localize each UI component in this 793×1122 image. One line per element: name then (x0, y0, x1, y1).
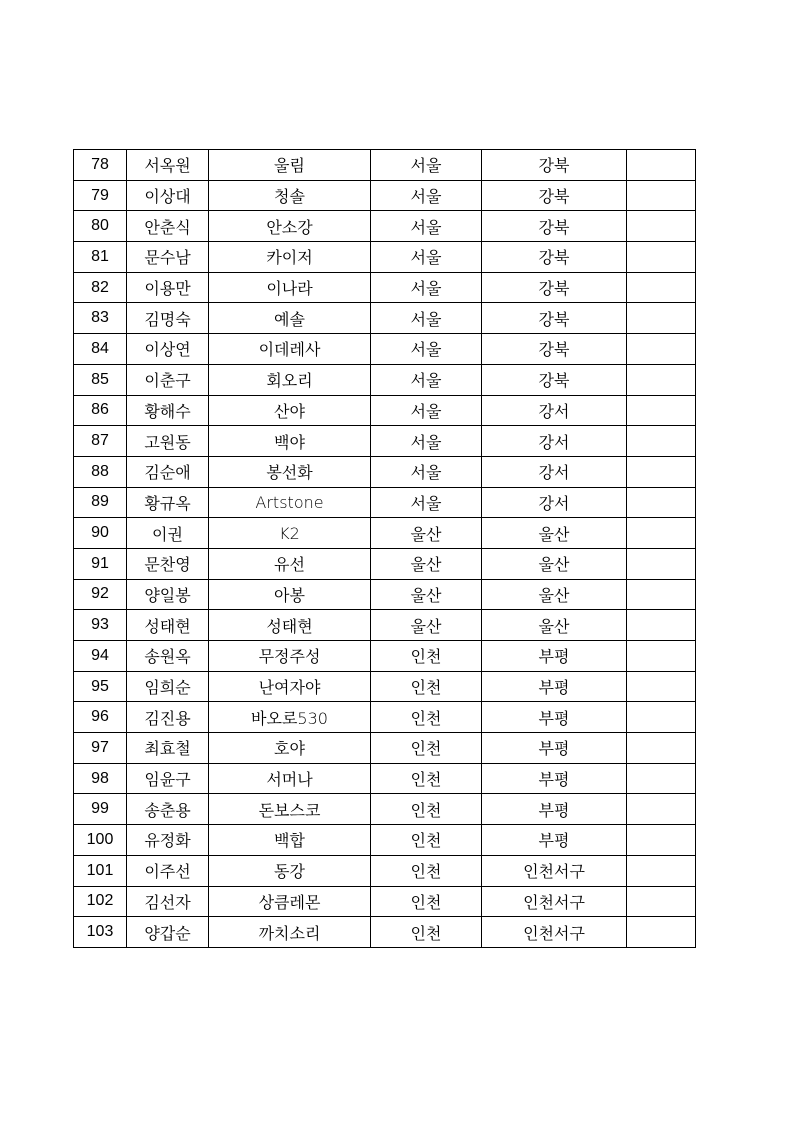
cell-area: 강서 (482, 426, 627, 457)
cell-region: 인천 (371, 733, 482, 764)
cell-club: 예솔 (209, 303, 371, 334)
table-row (74, 211, 696, 242)
cell-number: 101 (74, 855, 127, 886)
cell-name: 김순애 (127, 456, 209, 487)
cell-club: 이나라 (209, 272, 371, 303)
cell-area: 울산 (482, 610, 627, 641)
cell-name: 임희순 (127, 671, 209, 702)
cell-area: 부평 (482, 641, 627, 672)
cell-region: 서울 (371, 303, 482, 334)
cell-region: 서울 (371, 180, 482, 211)
cell-area: 강북 (482, 180, 627, 211)
cell-number: 98 (74, 763, 127, 794)
cell-number: 94 (74, 641, 127, 672)
cell-region: 서울 (371, 364, 482, 395)
cell-name: 이권 (127, 518, 209, 549)
cell-number: 84 (74, 334, 127, 365)
table-row (74, 671, 696, 702)
cell-club: 무정주성 (209, 641, 371, 672)
cell-number: 99 (74, 794, 127, 825)
cell-number: 90 (74, 518, 127, 549)
cell-note (627, 702, 696, 733)
cell-note (627, 395, 696, 426)
cell-name: 양일봉 (127, 579, 209, 610)
cell-area: 강북 (482, 303, 627, 334)
cell-club: 까치소리 (209, 917, 371, 948)
cell-club: 아봉 (209, 579, 371, 610)
cell-note (627, 180, 696, 211)
cell-region: 인천 (371, 794, 482, 825)
cell-number: 102 (74, 886, 127, 917)
cell-area: 강서 (482, 395, 627, 426)
table-row (74, 180, 696, 211)
cell-club: 산야 (209, 395, 371, 426)
table-row (74, 917, 696, 948)
cell-region: 인천 (371, 855, 482, 886)
cell-name: 김명숙 (127, 303, 209, 334)
cell-number: 97 (74, 733, 127, 764)
cell-note (627, 917, 696, 948)
cell-area: 부평 (482, 702, 627, 733)
cell-note (627, 242, 696, 273)
cell-club: 유선 (209, 548, 371, 579)
cell-note (627, 610, 696, 641)
table-row (74, 794, 696, 825)
cell-club: 바오로530 (209, 702, 371, 733)
cell-number: 95 (74, 671, 127, 702)
cell-region: 인천 (371, 886, 482, 917)
cell-number: 89 (74, 487, 127, 518)
cell-club: 상큼레몬 (209, 886, 371, 917)
cell-club: K2 (209, 518, 371, 549)
table-row (74, 272, 696, 303)
cell-area: 부평 (482, 794, 627, 825)
cell-area: 부평 (482, 763, 627, 794)
cell-area: 울산 (482, 548, 627, 579)
cell-note (627, 825, 696, 856)
table-row (74, 610, 696, 641)
table-row (74, 426, 696, 457)
cell-club: 성태현 (209, 610, 371, 641)
cell-region: 울산 (371, 518, 482, 549)
table-row (74, 702, 696, 733)
cell-region: 서울 (371, 334, 482, 365)
cell-region: 울산 (371, 579, 482, 610)
cell-region: 서울 (371, 272, 482, 303)
cell-name: 서옥원 (127, 150, 209, 181)
cell-area: 부평 (482, 733, 627, 764)
cell-number: 80 (74, 211, 127, 242)
cell-area: 인천서구 (482, 917, 627, 948)
table-row (74, 855, 696, 886)
cell-name: 이용만 (127, 272, 209, 303)
cell-note (627, 518, 696, 549)
table-row (74, 395, 696, 426)
table-row (74, 456, 696, 487)
cell-region: 인천 (371, 917, 482, 948)
cell-area: 강북 (482, 334, 627, 365)
cell-number: 88 (74, 456, 127, 487)
cell-note (627, 886, 696, 917)
cell-name: 최효철 (127, 733, 209, 764)
cell-region: 인천 (371, 825, 482, 856)
table-row (74, 579, 696, 610)
cell-area: 강북 (482, 272, 627, 303)
cell-number: 93 (74, 610, 127, 641)
cell-name: 김진용 (127, 702, 209, 733)
roster-body (74, 150, 696, 948)
table-row (74, 548, 696, 579)
cell-region: 서울 (371, 395, 482, 426)
cell-number: 86 (74, 395, 127, 426)
table-row (74, 150, 696, 181)
cell-note (627, 487, 696, 518)
cell-area: 강서 (482, 487, 627, 518)
cell-note (627, 150, 696, 181)
cell-name: 문찬영 (127, 548, 209, 579)
cell-name: 문수남 (127, 242, 209, 273)
cell-note (627, 733, 696, 764)
cell-club: 백야 (209, 426, 371, 457)
cell-number: 81 (74, 242, 127, 273)
cell-area: 강북 (482, 364, 627, 395)
cell-name: 송춘용 (127, 794, 209, 825)
table-row (74, 886, 696, 917)
cell-name: 안춘식 (127, 211, 209, 242)
cell-club: 울림 (209, 150, 371, 181)
cell-club: 이데레사 (209, 334, 371, 365)
cell-name: 성태현 (127, 610, 209, 641)
cell-number: 83 (74, 303, 127, 334)
cell-area: 인천서구 (482, 855, 627, 886)
cell-note (627, 364, 696, 395)
cell-note (627, 641, 696, 672)
cell-region: 울산 (371, 548, 482, 579)
roster-table (73, 149, 696, 948)
cell-number: 100 (74, 825, 127, 856)
cell-note (627, 671, 696, 702)
cell-name: 황규옥 (127, 487, 209, 518)
cell-number: 79 (74, 180, 127, 211)
cell-name: 이주선 (127, 855, 209, 886)
cell-note (627, 303, 696, 334)
table-row (74, 334, 696, 365)
cell-number: 103 (74, 917, 127, 948)
cell-note (627, 548, 696, 579)
cell-club: 청솔 (209, 180, 371, 211)
cell-number: 96 (74, 702, 127, 733)
cell-region: 인천 (371, 671, 482, 702)
table-row (74, 733, 696, 764)
cell-region: 서울 (371, 487, 482, 518)
cell-area: 강북 (482, 211, 627, 242)
cell-region: 서울 (371, 150, 482, 181)
cell-region: 인천 (371, 641, 482, 672)
cell-region: 서울 (371, 211, 482, 242)
cell-number: 92 (74, 579, 127, 610)
cell-club: 백합 (209, 825, 371, 856)
table-row (74, 825, 696, 856)
cell-club: 돈보스코 (209, 794, 371, 825)
cell-area: 부평 (482, 825, 627, 856)
cell-area: 강북 (482, 150, 627, 181)
cell-name: 황해수 (127, 395, 209, 426)
cell-club: 카이저 (209, 242, 371, 273)
cell-number: 91 (74, 548, 127, 579)
cell-note (627, 855, 696, 886)
cell-number: 87 (74, 426, 127, 457)
table-row (74, 364, 696, 395)
cell-club: 안소강 (209, 211, 371, 242)
cell-note (627, 794, 696, 825)
cell-club: 서머나 (209, 763, 371, 794)
table-row (74, 303, 696, 334)
cell-note (627, 211, 696, 242)
cell-number: 82 (74, 272, 127, 303)
cell-name: 임윤구 (127, 763, 209, 794)
cell-region: 서울 (371, 242, 482, 273)
cell-note (627, 456, 696, 487)
cell-note (627, 272, 696, 303)
cell-region: 서울 (371, 426, 482, 457)
cell-club: 동강 (209, 855, 371, 886)
cell-club: 회오리 (209, 364, 371, 395)
cell-note (627, 579, 696, 610)
cell-name: 김선자 (127, 886, 209, 917)
cell-area: 울산 (482, 579, 627, 610)
cell-note (627, 334, 696, 365)
cell-name: 이상대 (127, 180, 209, 211)
table-row (74, 641, 696, 672)
cell-club: 호야 (209, 733, 371, 764)
cell-region: 울산 (371, 610, 482, 641)
cell-number: 78 (74, 150, 127, 181)
cell-name: 이춘구 (127, 364, 209, 395)
table-row (74, 763, 696, 794)
cell-area: 강북 (482, 242, 627, 273)
table-row (74, 487, 696, 518)
cell-number: 85 (74, 364, 127, 395)
cell-club: 난여자야 (209, 671, 371, 702)
cell-note (627, 426, 696, 457)
cell-club: 봉선화 (209, 456, 371, 487)
table-row (74, 242, 696, 273)
cell-name: 송원옥 (127, 641, 209, 672)
cell-region: 인천 (371, 702, 482, 733)
cell-region: 서울 (371, 456, 482, 487)
cell-name: 고원동 (127, 426, 209, 457)
cell-name: 양갑순 (127, 917, 209, 948)
cell-area: 인천서구 (482, 886, 627, 917)
cell-area: 울산 (482, 518, 627, 549)
cell-area: 부평 (482, 671, 627, 702)
cell-name: 유정화 (127, 825, 209, 856)
cell-region: 인천 (371, 763, 482, 794)
cell-club: Artstone (209, 487, 371, 518)
table-row (74, 518, 696, 549)
cell-area: 강서 (482, 456, 627, 487)
cell-name: 이상연 (127, 334, 209, 365)
cell-note (627, 763, 696, 794)
